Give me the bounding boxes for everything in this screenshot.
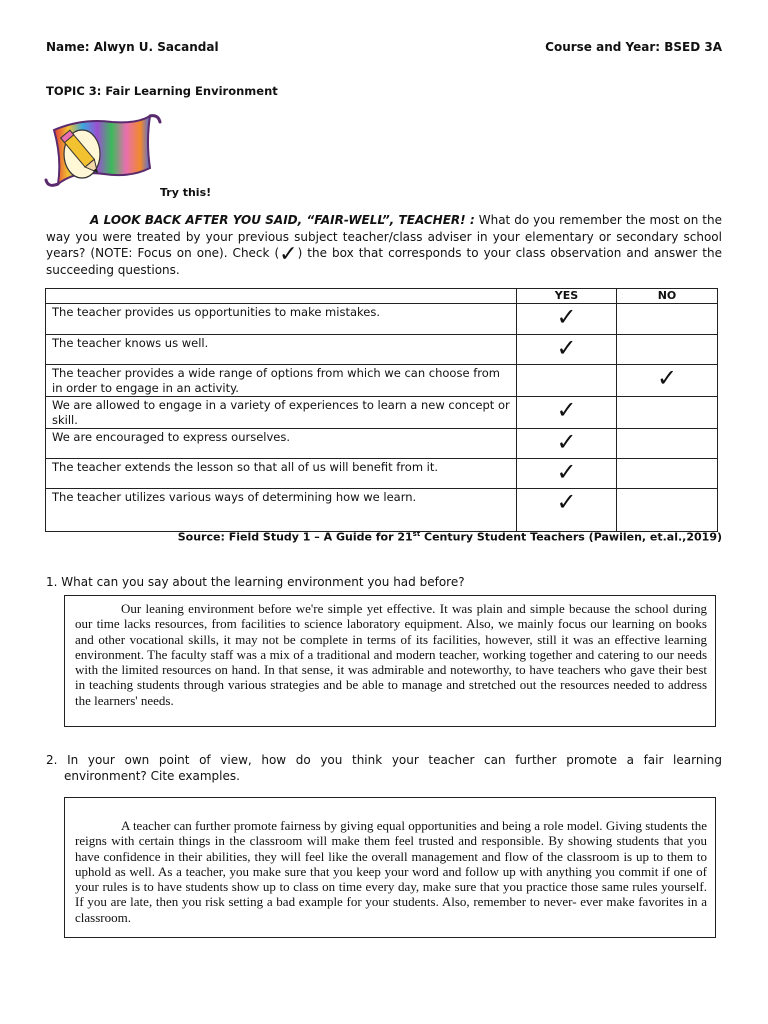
no-header: NO [617, 289, 718, 304]
observation-table [45, 288, 718, 532]
yes-check-cell[interactable]: ✓ [517, 459, 617, 489]
table-header-row [46, 289, 718, 304]
statement-cell: The teacher knows us well. [46, 335, 517, 365]
question-2 [46, 752, 722, 784]
pencil-banner-icon [42, 112, 162, 194]
activity-heading: A LOOK BACK AFTER YOU SAID, “FAIR-WELL”, TEACHER! : [90, 213, 475, 227]
statement-cell: We are encouraged to express ourselves. [46, 429, 517, 459]
answer-box-2[interactable] [64, 797, 716, 938]
statement-cell: The teacher utilizes various ways of determining how we learn. [46, 489, 517, 532]
checkmark-icon: ✓ [279, 242, 298, 267]
yes-header: YES [517, 289, 617, 304]
yes-check-cell[interactable]: ✓ [517, 304, 617, 335]
statement-cell: We are allowed to engage in a variety of experiences to learn a new concept or skill. [46, 397, 517, 429]
source-suffix: Century Student Teachers (Pawilen, et.al.,2019) [420, 530, 722, 544]
yes-check-cell[interactable]: ✓ [517, 489, 617, 532]
yes-check-cell[interactable]: ✓ [517, 335, 617, 365]
table-row [46, 335, 718, 365]
source-superscript: st [412, 530, 421, 538]
question-number: 1. [46, 575, 58, 589]
table-row [46, 365, 718, 397]
question-text: What can you say about the learning environment you had before? [61, 575, 465, 589]
student-name: Name: Alwyn U. Sacandal [46, 40, 219, 54]
course-and-year: Course and Year: BSED 3A [545, 40, 722, 54]
statement-cell: The teacher provides a wide range of options from which we can choose from in order to engage in an activity. [46, 365, 517, 397]
table-row [46, 489, 718, 532]
source-citation [178, 530, 722, 544]
no-check-cell[interactable] [617, 304, 718, 335]
question-text-line1: In your own point of view, how do you think your teacher can further promote a fair learning [67, 753, 722, 767]
no-check-cell[interactable] [617, 397, 718, 429]
table-row [46, 429, 718, 459]
no-check-cell[interactable] [617, 459, 718, 489]
no-check-cell[interactable] [617, 429, 718, 459]
answer-text: A teacher can further promote fairness by giving equal opportunities and being a role model. Giving students the reigns with certain things in the classroom will make them feel trusted and responsible. By showing students that you have confidence in their abilities, they will feel like the overall management and flow of the classroom is up to them to uphold as well. As a teacher, you make sure that you keep your word and follow up with anything you commit if one of your rules is to have students show up to class on time every day, make sure that you practice those same rules yourself. If you are late, then you risk setting a bad example for your students. Also, remember to never- ever make favorites in a classroom. [75, 818, 707, 925]
question-text-line2: environment? Cite examples. [64, 769, 240, 783]
yes-check-cell[interactable] [517, 365, 617, 397]
no-check-cell[interactable] [617, 489, 718, 532]
statement-header [46, 289, 517, 304]
instructions-text-end: ) the box that corresponds to your class observation and answer the succeeding questions. [46, 246, 722, 277]
source-prefix: Source: Field Study 1 – A Guide for 21 [177, 530, 413, 544]
yes-check-cell[interactable]: ✓ [517, 429, 617, 459]
answer-text: Our leaning environment before we're simple yet effective. It was plain and simple because the school during our time lacks resources, from facilities to science laboratory equipment. Also, we mainly focus our learning on books and other vocational skills, it may not be complete in terms of its facilities, however, still it was an effective learning environment. The faculty staff was a mix of a traditional and modern teacher, working together and catering to our needs with the limited resources on hand. In that sense, it was admirable and noteworthy, to have teachers who gave their best in teaching students through various strategies and be able to manage and stretched out the resources needed to address the learners' needs. [75, 601, 707, 708]
table-row [46, 459, 718, 489]
no-check-cell[interactable]: ✓ [617, 365, 718, 397]
table-row [46, 397, 718, 429]
topic-title: TOPIC 3: Fair Learning Environment [46, 84, 278, 98]
statement-cell: The teacher extends the lesson so that all of us will benefit from it. [46, 459, 517, 489]
question-number: 2. [46, 753, 58, 767]
yes-check-cell[interactable]: ✓ [517, 397, 617, 429]
instructions-text: What do you remember the most on the way you were treated by your previous subject teacher/class adviser in your elementary or secondary school years? (NOTE: Focus on one). Check ( [46, 213, 723, 260]
question-1 [46, 574, 465, 590]
answer-box-1[interactable] [64, 595, 716, 727]
instructions-paragraph [46, 212, 722, 278]
no-check-cell[interactable] [617, 335, 718, 365]
table-row [46, 304, 718, 335]
statement-cell: The teacher provides us opportunities to make mistakes. [46, 304, 517, 335]
try-this-label: Try this! [160, 186, 212, 199]
